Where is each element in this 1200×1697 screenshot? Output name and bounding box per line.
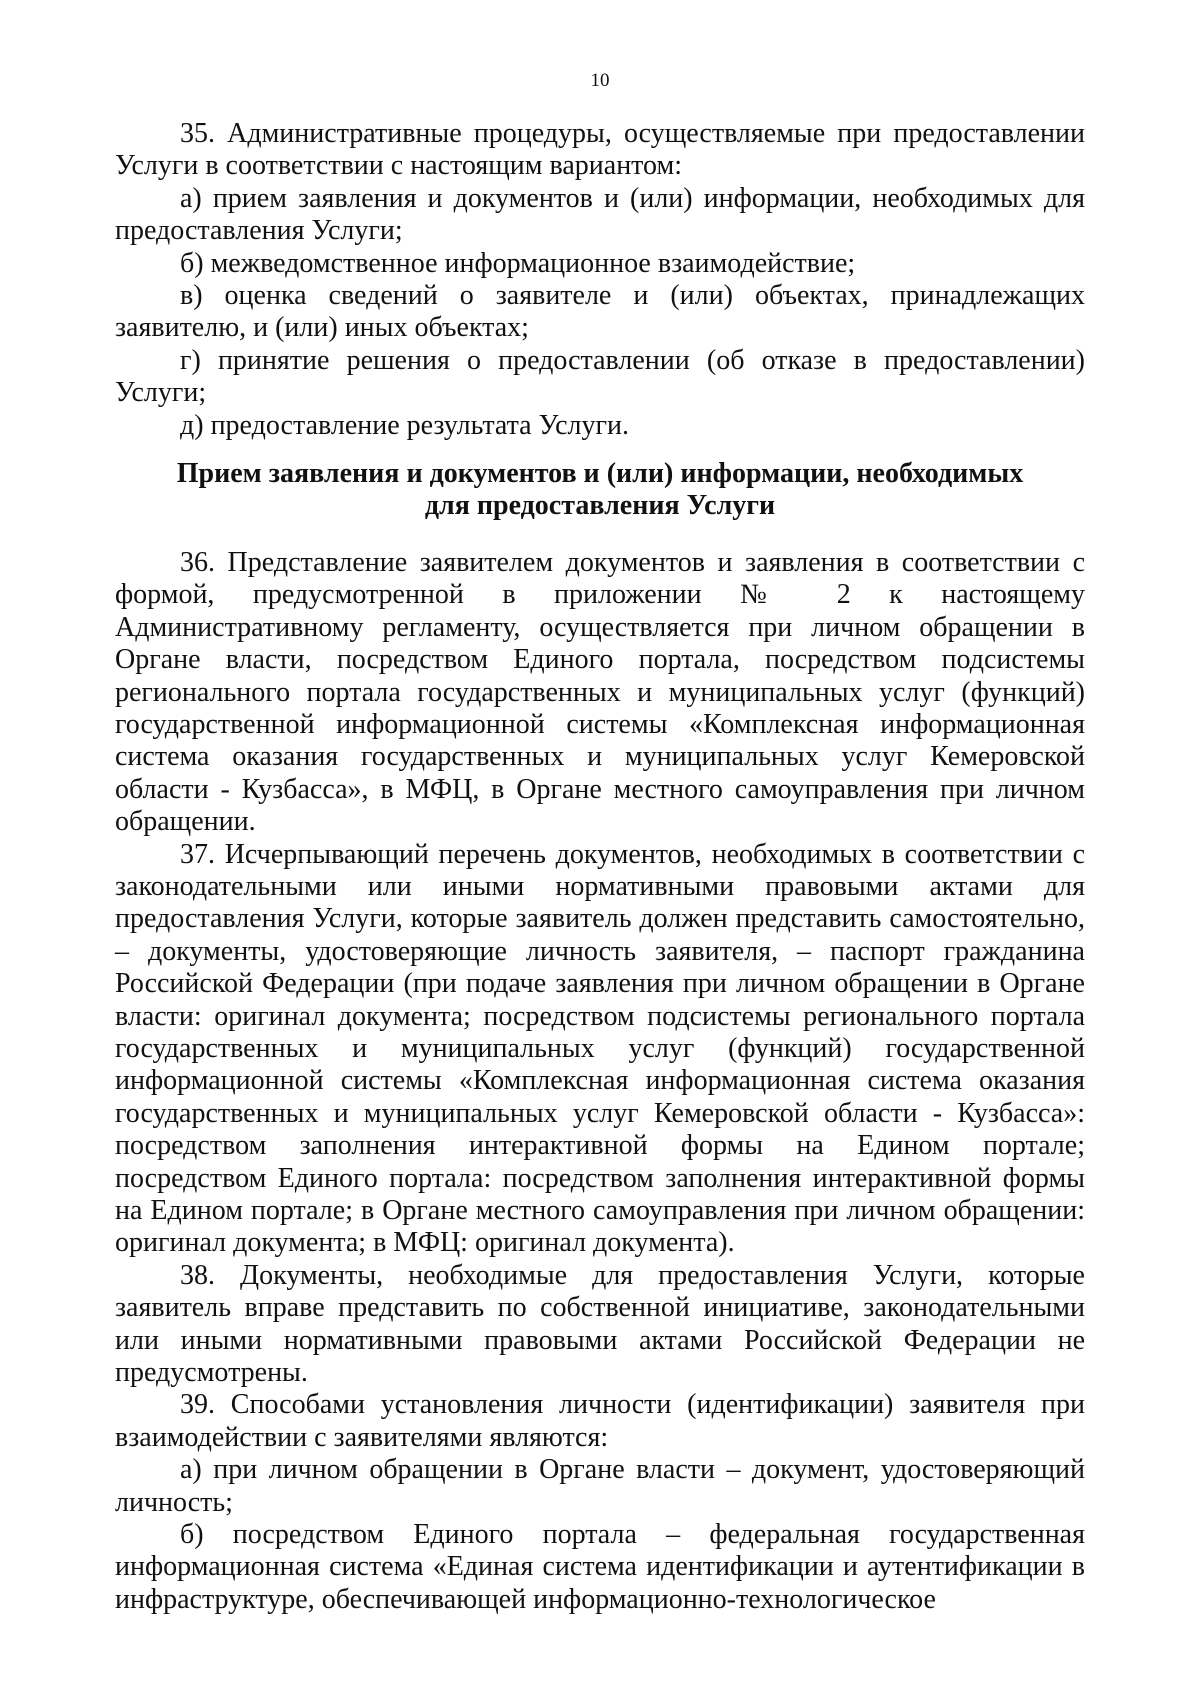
list-item-g: г) принятие решения о предоставлении (об отказе в предоставлении) Услуги; bbox=[115, 344, 1085, 409]
list-item-b: б) межведомственное информационное взаимодействие; bbox=[180, 247, 856, 279]
list-item-39-b: б) посредством Единого портала – федеральная государственная информационная система «Единая система идентификации и аутентификации в инфраструктуре, обеспечивающей информационно-технологическое bbox=[115, 1519, 1085, 1615]
document-body bbox=[115, 118, 1085, 1616]
paragraph-36: 36. Представление заявителем документов и заявления в соответствии с формой, предусмотренной в приложении № 2 к настоящему Административному регламенту, осуществляется при личном обращении в Органе власти, посредством Единого портала, посредством подсистемы регионального портала государственных и муниципальных услуг (функций) государственной информационной системы «Комплексная информационная система оказания государственных и муниципальных услуг Кемеровской области - Кузбасса», в МФЦ, в Органе местного самоуправления при личном обращении. bbox=[115, 546, 1085, 838]
paragraph-39: 39. Способами установления личности (идентификации) заявителя при взаимодействии с заявителями являются: bbox=[115, 1389, 1085, 1453]
page-number: 10 bbox=[590, 70, 610, 91]
section-heading: Прием заявления и документов и (или) информации, необходимых для предоставления Услуги bbox=[176, 458, 1024, 522]
paragraph-35: 35. Административные процедуры, осуществляемые при предоставлении Услуги в соответствии с настоящим вариантом: bbox=[115, 118, 1085, 182]
paragraph-37: 37. Исчерпывающий перечень документов, необходимых в соответствии с законодательными или иными нормативными правовыми актами для предоставления Услуги, которые заявитель должен представить самостоятельно, – документы, удостоверяющие личность заявителя, – паспорт гражданина Российской Федерации (при подаче заявления при личном обращении в Органе власти: оригинал документа; посредством подсистемы регионального портала государственных и муниципальных услуг (функций) государственной информационной системы «Комплексная информационная система оказания государственных и муниципальных услуг Кемеровской области - Кузбасса»: посредством заполнения интерактивной формы на Едином портале; посредством Единого портала: посредством заполнения интерактивной формы на Едином портале; в Органе местного самоуправления при личном обращении: оригинал документа; в МФЦ: оригинал документа). bbox=[115, 838, 1085, 1259]
list-item-d: д) предоставление результата Услуги. bbox=[180, 409, 629, 441]
paragraph-38: 38. Документы, необходимые для предоставления Услуги, которые заявитель вправе представить по собственной инициативе, законодательными или иными нормативными правовыми актами Российской Федерации не предусмотрены. bbox=[115, 1259, 1085, 1389]
list-item-a: а) прием заявления и документов и (или) информации, необходимых для предоставления Услуги; bbox=[115, 182, 1085, 247]
list-item-v: в) оценка сведений о заявителе и (или) объектах, принадлежащих заявителю, и (или) иных объектах; bbox=[115, 280, 1085, 344]
list-item-39-a: а) при личном обращении в Органе власти – документ, удостоверяющий личность; bbox=[115, 1454, 1085, 1518]
